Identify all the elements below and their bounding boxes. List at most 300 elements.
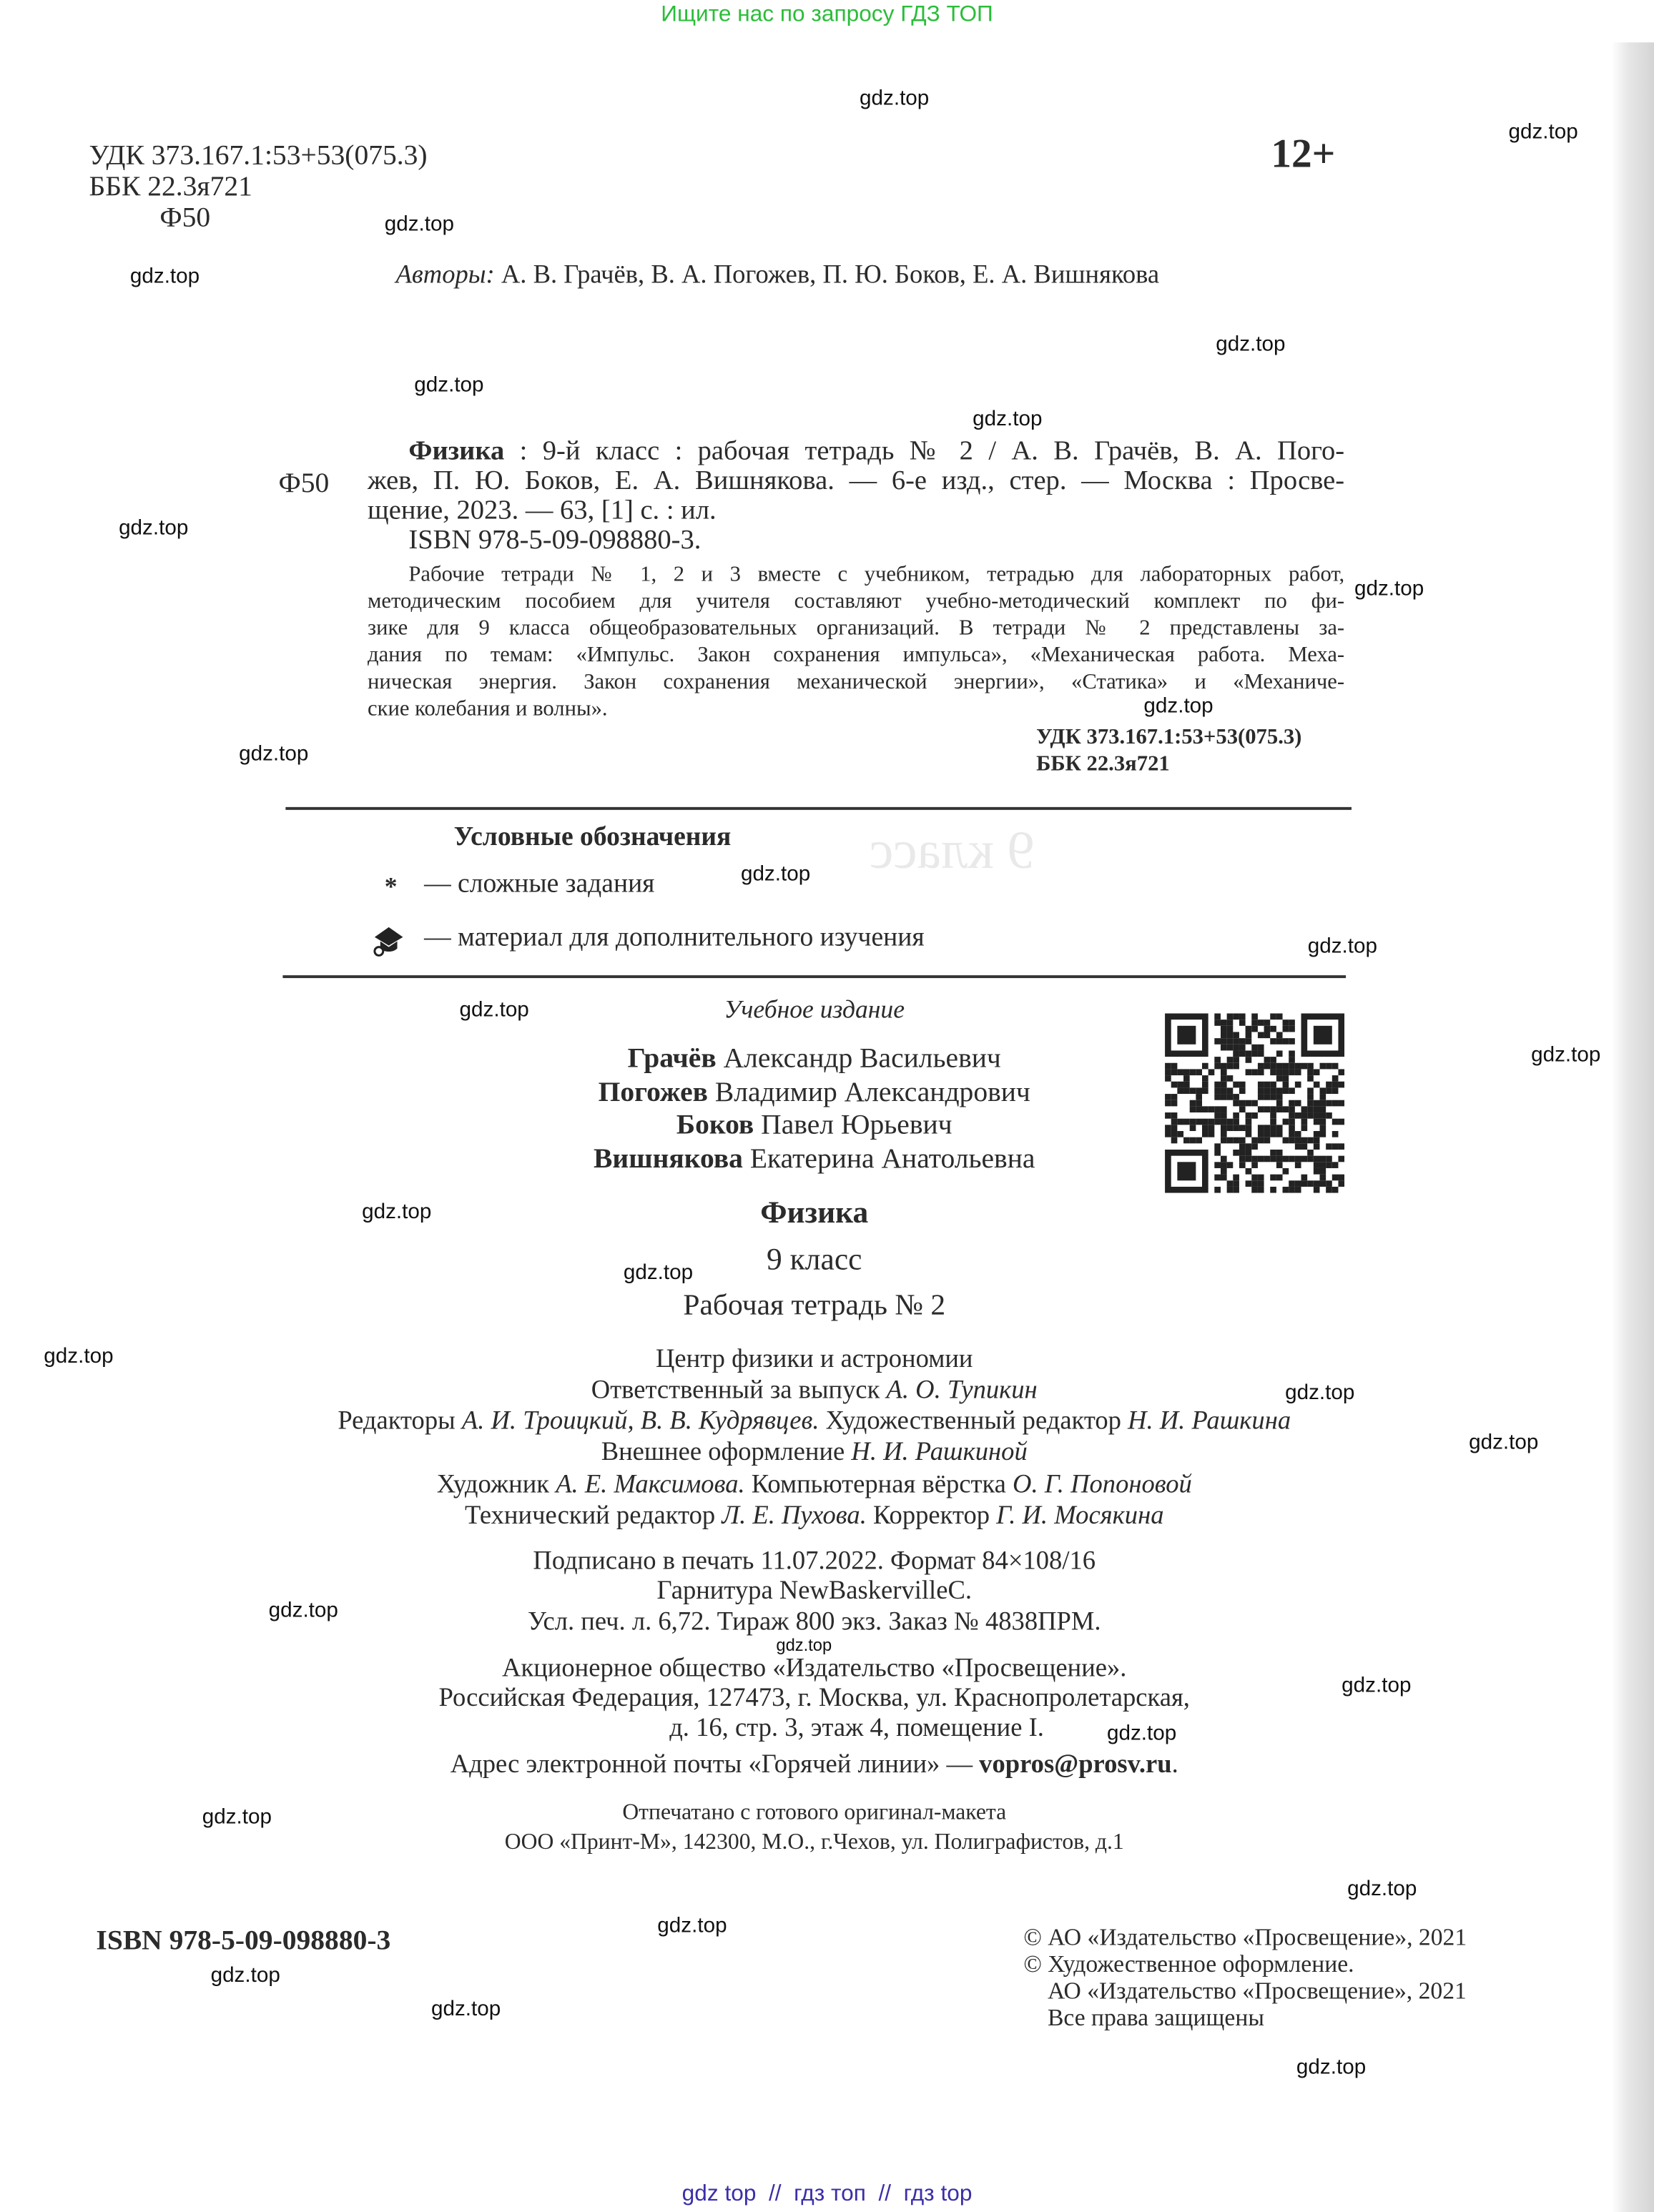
qr-module [1165, 1125, 1171, 1131]
watermark: gdz.top [414, 372, 484, 398]
qr-module [1289, 1112, 1295, 1119]
watermark: gdz.top [1296, 2055, 1367, 2080]
qr-module [1289, 1057, 1295, 1063]
qr-module [1314, 1168, 1320, 1175]
credit-line: Технический редактор Л. Е. Пухова. Корректор Г. И. Мосякина [464, 1502, 1164, 1531]
qr-module [1289, 1187, 1295, 1193]
qr-module [1258, 1131, 1264, 1137]
qr-module [1233, 1050, 1239, 1057]
qr-module [1276, 1175, 1283, 1181]
qr-module [1221, 1019, 1227, 1026]
copyright: © Художественное оформление. [1023, 1950, 1354, 1978]
qr-module [1270, 1156, 1276, 1162]
biblio-title: Физика [408, 436, 505, 467]
qr-module [1246, 1057, 1252, 1063]
qr-module [1270, 1082, 1276, 1088]
qr-module [1276, 1014, 1283, 1020]
qr-module [1270, 1087, 1276, 1094]
qr-module [1196, 1087, 1202, 1094]
qr-module [1264, 1026, 1271, 1032]
qr-module [1202, 1087, 1208, 1094]
qr-module [1326, 1063, 1332, 1070]
qr-module [1326, 1162, 1332, 1168]
qr-module [1289, 1125, 1295, 1131]
qr-module [1314, 1112, 1320, 1119]
qr-code[interactable] [1165, 1014, 1344, 1193]
print-info: Усл. печ. л. 6,72. Тираж 800 экз. Заказ № 4838ПРМ. [527, 1608, 1101, 1637]
qr-module [1165, 1100, 1171, 1107]
qr-module [1326, 1180, 1332, 1187]
qr-module [1239, 1106, 1246, 1112]
qr-module [1251, 1137, 1258, 1144]
qr-module [1332, 1175, 1339, 1181]
qr-module [1283, 1137, 1289, 1144]
qr-module [1289, 1038, 1295, 1045]
qr-module [1177, 1131, 1183, 1137]
qr-module [1214, 1014, 1221, 1020]
qr-module [1307, 1063, 1314, 1070]
qr-module [1239, 1100, 1246, 1107]
qr-module [1295, 1137, 1301, 1144]
qr-module [1301, 1137, 1308, 1144]
qr-module [1227, 1032, 1234, 1038]
qr-module [1307, 1069, 1314, 1075]
qr-module [1233, 1082, 1239, 1088]
print-info: Подписано в печать 11.07.2022. Формат 84×108/16 [533, 1547, 1096, 1576]
qr-module [1246, 1125, 1252, 1131]
qr-module [1183, 1119, 1190, 1125]
qr-module [1227, 1019, 1234, 1026]
qr-module [1319, 1100, 1326, 1107]
qr-module [1338, 1100, 1344, 1107]
qr-module [1283, 1038, 1289, 1045]
qr-module [1264, 1125, 1271, 1131]
credit-line: Редакторы А. И. Троицкий, В. В. Кудрявцев. Художественный редактор Н. И. Рашкина [338, 1408, 1291, 1436]
watermark: gdz.top [1216, 332, 1286, 357]
qr-module [1301, 1180, 1308, 1187]
qr-module [1314, 1156, 1320, 1162]
qr-module [1171, 1137, 1178, 1144]
qr-module [1214, 1187, 1221, 1193]
qr-module [1214, 1112, 1221, 1119]
qr-module [1251, 1156, 1258, 1162]
qr-module [1221, 1168, 1227, 1175]
qr-module [1326, 1112, 1332, 1119]
qr-module [1319, 1112, 1326, 1119]
qr-module [1246, 1026, 1252, 1032]
qr-module [1289, 1119, 1295, 1125]
qr-module [1295, 1112, 1301, 1119]
author-code: Ф50 [159, 202, 211, 234]
qr-module [1171, 1112, 1178, 1119]
qr-module [1202, 1125, 1208, 1131]
qr-module [1258, 1156, 1264, 1162]
qr-module [1307, 1106, 1314, 1112]
qr-module [1171, 1125, 1178, 1131]
qr-module [1276, 1094, 1283, 1100]
age-rating: 12+ [1271, 131, 1336, 177]
legend-extra-text: — материал для дополнительного изучения [424, 922, 925, 953]
watermark: gdz.top [44, 1344, 114, 1368]
search-banner[interactable]: Ищите нас по запросу ГДЗ ТОП [661, 2, 993, 27]
printer: Отпечатано с готового оригинал-макета [622, 1800, 1007, 1825]
qr-module [1258, 1137, 1264, 1144]
qr-module [1202, 1106, 1208, 1112]
qr-module [1233, 1094, 1239, 1100]
qr-module [1295, 1063, 1301, 1070]
qr-module [1246, 1119, 1252, 1125]
qr-module [1233, 1119, 1239, 1125]
qr-module [1251, 1100, 1258, 1107]
qr-module [1202, 1063, 1208, 1070]
qr-module [1239, 1050, 1246, 1057]
qr-module [1338, 1082, 1344, 1088]
qr-module [1227, 1180, 1234, 1187]
watermark: gdz.top [459, 997, 529, 1022]
qr-module [1289, 1069, 1295, 1075]
qr-module [1239, 1038, 1246, 1045]
qr-module [1270, 1125, 1276, 1131]
qr-module [1233, 1150, 1239, 1156]
qr-module [1246, 1100, 1252, 1107]
qr-module [1246, 1180, 1252, 1187]
qr-module [1214, 1143, 1221, 1150]
qr-module [1270, 1057, 1276, 1063]
qr-module [1338, 1069, 1344, 1075]
watermark: gdz.top [973, 407, 1043, 431]
qr-module [1246, 1032, 1252, 1038]
rights: Все права защищены [1047, 2004, 1264, 2031]
qr-module [1332, 1162, 1339, 1168]
qr-module [1171, 1063, 1178, 1070]
qr-module [1326, 1156, 1332, 1162]
watermark: gdz.top [430, 1997, 501, 2022]
watermark: gdz.top [1508, 120, 1578, 144]
qr-module [1295, 1143, 1301, 1150]
qr-module [1264, 1087, 1271, 1094]
qr-module [1276, 1156, 1283, 1162]
legend-star-text: — сложные задания [424, 869, 655, 899]
qr-module [1227, 1026, 1234, 1032]
qr-module [1251, 1050, 1258, 1057]
qr-module [1214, 1057, 1221, 1063]
qr-module [1332, 1100, 1339, 1107]
department: Центр физики и астрономии [655, 1346, 973, 1374]
qr-module [1183, 1087, 1190, 1094]
qr-module [1258, 1063, 1264, 1070]
qr-module [1258, 1019, 1264, 1026]
watermark: gdz.top [1285, 1381, 1355, 1406]
qr-module [1246, 1150, 1252, 1156]
qr-module [1221, 1045, 1227, 1051]
qr-module [1264, 1082, 1271, 1088]
qr-module [1233, 1032, 1239, 1038]
qr-module [1332, 1082, 1339, 1088]
qr-module [1221, 1175, 1227, 1181]
qr-module [1233, 1014, 1239, 1020]
qr-module [1276, 1106, 1283, 1112]
qr-module [1270, 1063, 1276, 1070]
qr-module [1295, 1187, 1301, 1193]
watermark: gdz.top [1347, 1877, 1417, 1902]
qr-module [1233, 1100, 1239, 1107]
watermark: gdz.top [1106, 1721, 1177, 1746]
qr-module [1307, 1100, 1314, 1107]
qr-module [1214, 1082, 1221, 1088]
author-full-name: Боков Павел Юрьевич [676, 1109, 952, 1141]
qr-module [1214, 1119, 1221, 1125]
qr-module [1283, 1087, 1289, 1094]
qr-module [1258, 1050, 1264, 1057]
qr-module [1221, 1075, 1227, 1082]
qr-module [1301, 1119, 1308, 1125]
qr-module [1264, 1057, 1271, 1063]
watermark: gdz.top [1307, 934, 1378, 959]
abstract: Рабочие тетради № 1, 2 и 3 вместе с учебником, тетрадью для лабораторных работ, методическим пособием для учителя составляют учебно-методический комплект по фи- зике для 9 класса общеобразовательных организаций. В тетради № 2 представлены за- дания по темам: «Импульс. Закон сохранения импульса», «Механическая работа. Меха- ническая энергия. Закон сохранения механической энергии», «Статика» и «Механиче- ские колебания и волны». [368, 562, 1345, 721]
qr-module [1227, 1014, 1234, 1020]
qr-module [1301, 1112, 1308, 1119]
qr-module [1251, 1112, 1258, 1119]
qr-module [1264, 1131, 1271, 1137]
qr-module [1301, 1125, 1308, 1131]
qr-module [1196, 1094, 1202, 1100]
qr-module [1332, 1119, 1339, 1125]
qr-module [1283, 1069, 1289, 1075]
qr-module [1233, 1045, 1239, 1051]
qr-module [1276, 1075, 1283, 1082]
udk: УДК 373.167.1:53+53(075.3) [89, 139, 428, 172]
bleed-through-text: 9 класс [869, 821, 1035, 881]
watermark: gdz.top [362, 1200, 432, 1225]
qr-module [1276, 1125, 1283, 1131]
qr-module [1183, 1082, 1190, 1088]
qr-module [1251, 1069, 1258, 1075]
copyright: АО «Издательство «Просвещение», 2021 [1047, 1977, 1467, 2005]
footer-links[interactable]: gdz top // гдз топ // гдз top [681, 2182, 973, 2207]
qr-module [1319, 1168, 1326, 1175]
qr-module [1190, 1100, 1196, 1107]
qr-module [1326, 1100, 1332, 1107]
qr-module [1314, 1131, 1320, 1137]
qr-module [1221, 1131, 1227, 1137]
qr-module [1221, 1106, 1227, 1112]
qr-module [1227, 1094, 1234, 1100]
qr-module [1190, 1137, 1196, 1144]
qr-module [1165, 1094, 1171, 1100]
star-icon: * [384, 872, 398, 901]
qr-module [1233, 1063, 1239, 1070]
qr-module [1283, 1063, 1289, 1070]
qr-module [1276, 1038, 1283, 1045]
qr-module [1251, 1143, 1258, 1150]
qr-module [1338, 1119, 1344, 1125]
legend-title: Условные обозначения [453, 822, 732, 853]
biblio-isbn: ISBN 978-5-09-098880-3. [408, 525, 702, 556]
qr-module [1307, 1075, 1314, 1082]
qr-module [1258, 1106, 1264, 1112]
qr-module [1270, 1131, 1276, 1137]
watermark: gdz.top [740, 861, 811, 887]
qr-module [1251, 1175, 1258, 1181]
qr-module [1171, 1082, 1178, 1088]
qr-module [1314, 1100, 1320, 1107]
qr-module [1227, 1137, 1234, 1144]
qr-module [1314, 1143, 1320, 1150]
qr-module [1246, 1131, 1252, 1137]
qr-module [1258, 1125, 1264, 1131]
biblio-line: Физика : 9-й класс : рабочая тетрадь № 2 / А. В. Грачёв, В. А. Пого- [408, 436, 1345, 467]
qr-module [1270, 1112, 1276, 1119]
qr-module [1319, 1106, 1326, 1112]
qr-module [1307, 1112, 1314, 1119]
qr-module [1283, 1106, 1289, 1112]
qr-module [1283, 1187, 1289, 1193]
author-full-name: Погожев Владимир Александрович [598, 1077, 1030, 1108]
qr-module [1319, 1087, 1326, 1094]
book-subtitle: Рабочая тетрадь № 2 [683, 1288, 946, 1322]
qr-module [1319, 1162, 1326, 1168]
qr-module [1283, 1168, 1289, 1175]
qr-module [1289, 1131, 1295, 1137]
qr-module [1289, 1050, 1295, 1057]
watermark: gdz.top [1342, 1673, 1412, 1698]
qr-module [1289, 1137, 1295, 1144]
qr-module [1270, 1119, 1276, 1125]
qr-module [1208, 1131, 1215, 1137]
qr-module [1239, 1019, 1246, 1026]
qr-module [1251, 1026, 1258, 1032]
biblio-record [368, 437, 1344, 556]
qr-module [1165, 1075, 1171, 1082]
qr-module [1319, 1175, 1326, 1181]
qr-module [1270, 1175, 1276, 1181]
qr-module [1319, 1094, 1326, 1100]
qr-module [1283, 1119, 1289, 1125]
qr-module [1270, 1026, 1276, 1032]
qr-module [1251, 1019, 1258, 1026]
watermark: gdz.top [776, 1635, 832, 1656]
qr-module [1314, 1187, 1320, 1193]
qr-module [1338, 1143, 1344, 1150]
qr-module [1233, 1125, 1239, 1131]
qr-module [1227, 1063, 1234, 1070]
qr-module [1214, 1063, 1221, 1070]
watermark: gdz.top [1354, 576, 1424, 601]
qr-module [1326, 1143, 1332, 1150]
qr-module [1283, 1082, 1289, 1088]
qr-module [1276, 1032, 1283, 1038]
qr-module [1177, 1082, 1183, 1088]
watermark: gdz.top [119, 515, 189, 540]
qr-module [1227, 1075, 1234, 1082]
watermark: gdz.top [129, 264, 200, 289]
watermark: gdz.top [1469, 1430, 1539, 1455]
qr-module [1307, 1087, 1314, 1094]
qr-module [1283, 1156, 1289, 1162]
watermark: gdz.top [1143, 693, 1214, 719]
watermark: gdz.top [657, 1913, 727, 1938]
qr-module [1214, 1087, 1221, 1094]
qr-module [1214, 1106, 1221, 1112]
email-link[interactable]: vopros@prosv.ru [979, 1751, 1172, 1780]
qr-module [1314, 1162, 1320, 1168]
qr-module [1202, 1119, 1208, 1125]
publisher: д. 16, стр. 3, этаж 4, помещение I. [669, 1714, 1044, 1743]
qr-module [1214, 1162, 1221, 1168]
qr-module [1227, 1119, 1234, 1125]
qr-module [1246, 1156, 1252, 1162]
qr-module [1221, 1156, 1227, 1162]
qr-module [1276, 1050, 1283, 1057]
qr-module [1165, 1063, 1171, 1070]
qr-module [1190, 1087, 1196, 1094]
qr-module [1295, 1069, 1301, 1075]
qr-module [1221, 1026, 1227, 1032]
qr-module [1214, 1094, 1221, 1100]
qr-module [1338, 1180, 1344, 1187]
qr-module [1221, 1038, 1227, 1045]
qr-module [1233, 1175, 1239, 1181]
qr-module [1177, 1069, 1183, 1075]
credit-line: Ответственный за выпуск А. О. Тупикин [591, 1376, 1038, 1406]
book-grade: 9 класс [767, 1240, 862, 1277]
qr-module [1251, 1014, 1258, 1020]
qr-module [1246, 1143, 1252, 1150]
qr-module [1258, 1082, 1264, 1088]
qr-module [1295, 1082, 1301, 1088]
qr-module [1165, 1131, 1171, 1137]
biblio-line: жев, П. Ю. Боков, Е. А. Вишнякова. — 6-е изд., стер. — Москва : Просве- [368, 466, 1345, 496]
qr-module [1171, 1131, 1178, 1137]
watermark: gdz.top [860, 86, 930, 111]
watermark: gdz.top [384, 212, 455, 237]
qr-module [1196, 1106, 1202, 1112]
abstract-udk: УДК 373.167.1:53+53(075.3) [1036, 725, 1302, 749]
qr-module [1276, 1100, 1283, 1107]
qr-module [1214, 1150, 1221, 1156]
qr-module [1221, 1069, 1227, 1075]
watermark: gdz.top [623, 1260, 694, 1285]
credit-line: Внешнее оформление Н. И. Рашкиной [601, 1438, 1028, 1468]
divider [285, 807, 1352, 809]
watermark: gdz.top [210, 1963, 280, 1988]
qr-module [1221, 1063, 1227, 1070]
authors-names: А. В. Грачёв, В. А. Погожев, П. Ю. Боков, Е. А. Вишнякова [494, 261, 1160, 290]
email-line: Адрес электронной почты «Горячей линии» — vopros@prosv.ru. [450, 1751, 1178, 1780]
qr-module [1258, 1180, 1264, 1187]
qr-module [1258, 1094, 1264, 1100]
qr-module [1221, 1137, 1227, 1144]
qr-module [1314, 1069, 1320, 1075]
qr-module [1270, 1150, 1276, 1156]
qr-module [1289, 1106, 1295, 1112]
qr-module [1190, 1106, 1196, 1112]
qr-module [1289, 1156, 1295, 1162]
qr-module [1177, 1119, 1183, 1125]
qr-module [1332, 1075, 1339, 1082]
qr-module [1165, 1069, 1171, 1075]
qr-module [1221, 1125, 1227, 1131]
qr-module [1276, 1150, 1283, 1156]
qr-module [1221, 1119, 1227, 1125]
qr-module [1165, 1112, 1171, 1119]
qr-module [1270, 1106, 1276, 1112]
qr-module [1332, 1131, 1339, 1137]
qr-module [1264, 1094, 1271, 1100]
qr-module [1258, 1187, 1264, 1193]
biblio-line: щение, 2023. — 63, [1] с. : ил. [368, 495, 717, 526]
qr-module [1276, 1131, 1283, 1137]
